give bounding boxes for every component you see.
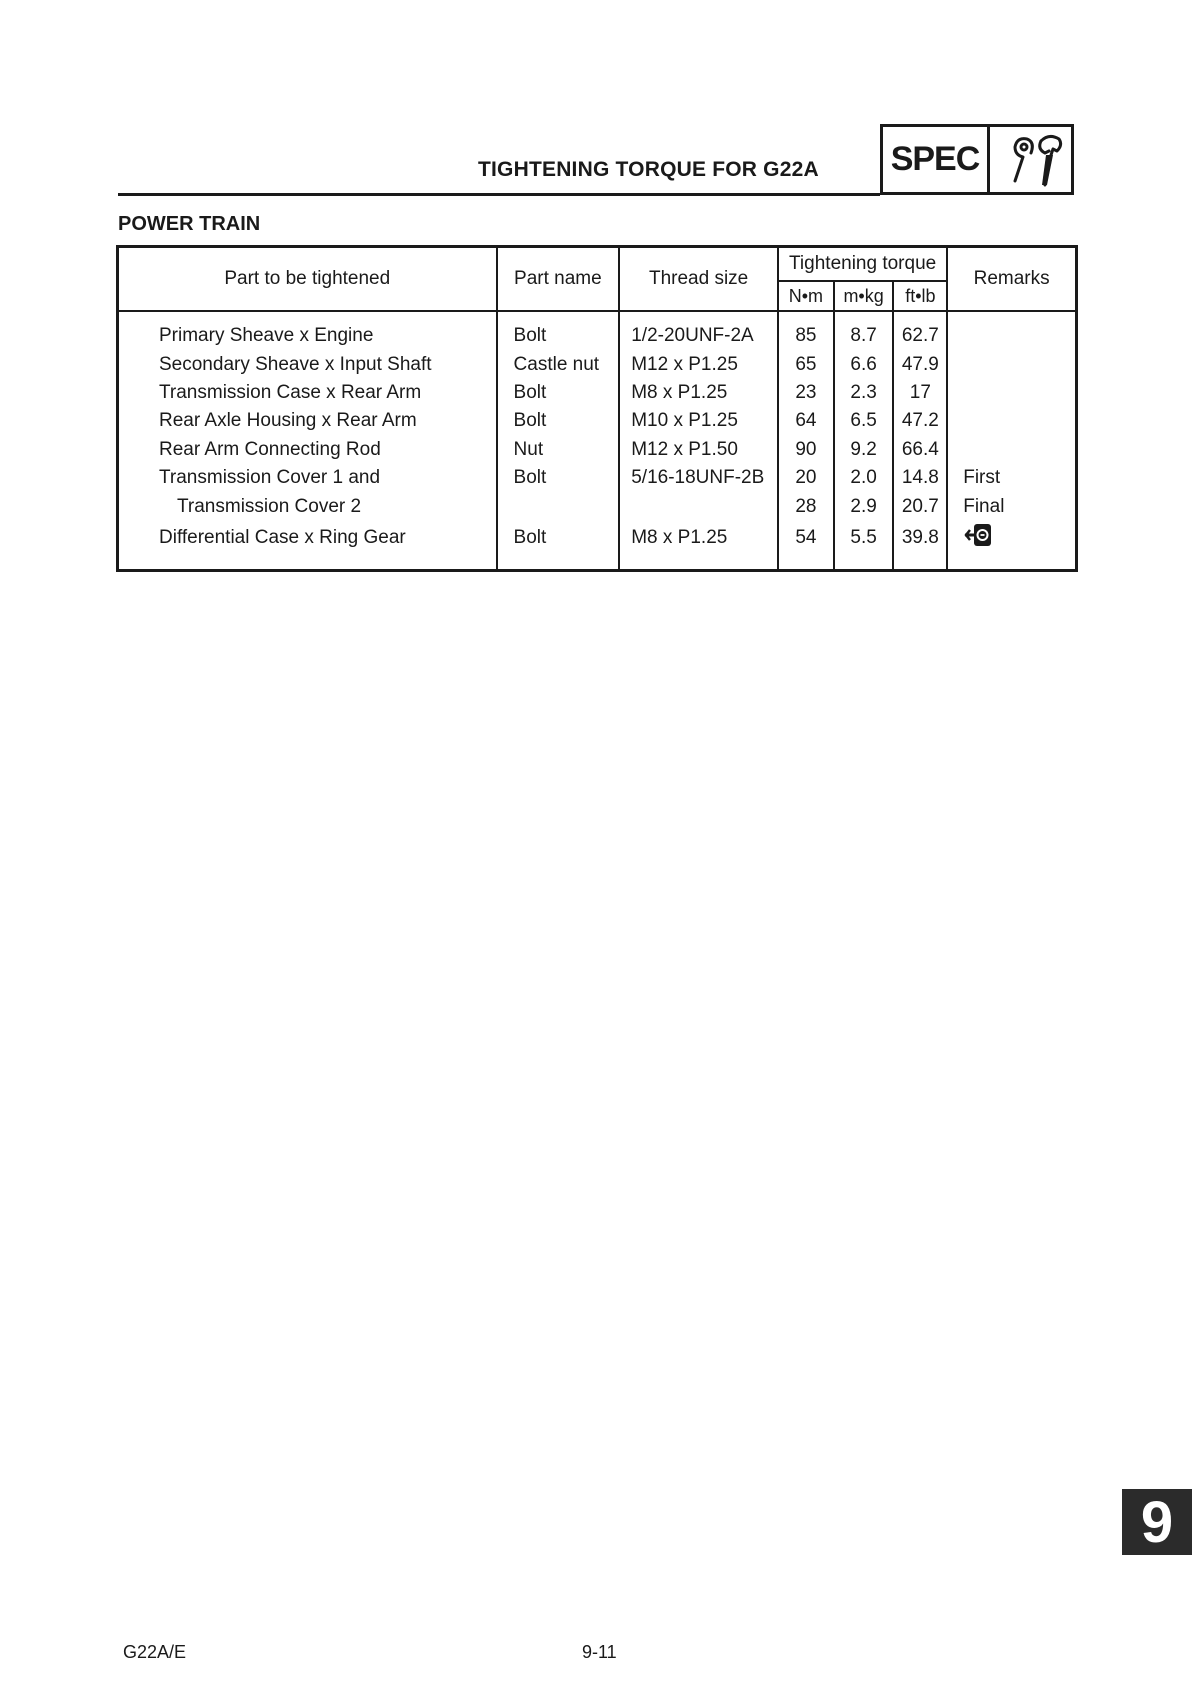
cell-ftlb: 62.7 (893, 311, 947, 350)
cell-thread-size: M8 x P1.25 (619, 521, 778, 571)
header-part: Part to be tightened (118, 247, 497, 312)
cell-part-name: Bolt (497, 521, 620, 571)
table-row (118, 492, 1077, 520)
cell-part: Primary Sheave x Engine (118, 311, 497, 350)
cell-ftlb: 20.7 (893, 492, 947, 520)
cell-thread-size (619, 492, 778, 520)
cell-nm: 64 (778, 407, 834, 435)
cell-part-name: Bolt (497, 311, 620, 350)
cell-mkg: 5.5 (834, 521, 894, 571)
table-row (118, 464, 1077, 492)
torque-wrench-caliper-icon (990, 127, 1071, 192)
cell-thread-size: M8 x P1.25 (619, 379, 778, 407)
cell-mkg: 2.0 (834, 464, 894, 492)
cell-nm: 85 (778, 311, 834, 350)
footer-page-number: 9-11 (582, 1642, 617, 1662)
cell-mkg: 6.6 (834, 350, 894, 378)
header-remarks: Remarks (947, 247, 1076, 312)
table-row (118, 436, 1077, 464)
cell-ftlb: 47.2 (893, 407, 947, 435)
cell-nm: 20 (778, 464, 834, 492)
cell-remarks (947, 407, 1076, 435)
spec-badge-label: SPEC (883, 127, 990, 192)
cell-part: Secondary Sheave x Input Shaft (118, 350, 497, 378)
cell-thread-size: 1/2-20UNF-2A (619, 311, 778, 350)
footer-model: G22A/E (123, 1642, 187, 1662)
cell-ftlb: 17 (893, 379, 947, 407)
cell-remarks (947, 379, 1076, 407)
cell-part-name (497, 492, 620, 520)
cell-part: Rear Arm Connecting Rod (118, 436, 497, 464)
spec-badge (880, 124, 1074, 195)
cell-mkg: 2.9 (834, 492, 894, 520)
cell-thread-size: M10 x P1.25 (619, 407, 778, 435)
cell-part: Differential Case x Ring Gear (118, 521, 497, 571)
cell-ftlb: 14.8 (893, 464, 947, 492)
cell-part: Transmission Cover 2 (118, 492, 497, 520)
cell-part-name: Bolt (497, 407, 620, 435)
cell-mkg: 8.7 (834, 311, 894, 350)
header-thread-size: Thread size (619, 247, 778, 312)
torque-table (116, 245, 1078, 572)
header-tightening-torque: Tightening torque (778, 247, 947, 282)
chapter-tab: 9 (1122, 1489, 1192, 1555)
cell-remarks (947, 311, 1076, 350)
cell-remarks: First (947, 464, 1076, 492)
cell-nm: 54 (778, 521, 834, 571)
table-row (118, 311, 1077, 350)
cell-ftlb: 47.9 (893, 350, 947, 378)
cell-thread-size: 5/16-18UNF-2B (619, 464, 778, 492)
cell-remarks: Final (947, 492, 1076, 520)
cell-part-name: Bolt (497, 379, 620, 407)
cell-remarks (947, 521, 1076, 571)
cell-nm: 90 (778, 436, 834, 464)
section-title: POWER TRAIN (118, 213, 261, 235)
header-nm: N•m (778, 281, 834, 311)
cell-part-name: Castle nut (497, 350, 620, 378)
cell-ftlb: 66.4 (893, 436, 947, 464)
cell-ftlb: 39.8 (893, 521, 947, 571)
table-row (118, 521, 1077, 571)
cell-part: Rear Axle Housing x Rear Arm (118, 407, 497, 435)
header-rule (118, 193, 880, 196)
cell-part-name: Nut (497, 436, 620, 464)
locking-agent-icon (963, 521, 993, 555)
cell-remarks (947, 350, 1076, 378)
cell-thread-size: M12 x P1.50 (619, 436, 778, 464)
cell-nm: 65 (778, 350, 834, 378)
cell-mkg: 6.5 (834, 407, 894, 435)
page-title: TIGHTENING TORQUE FOR G22A (478, 158, 819, 181)
cell-nm: 23 (778, 379, 834, 407)
cell-mkg: 9.2 (834, 436, 894, 464)
cell-part-name: Bolt (497, 464, 620, 492)
cell-nm: 28 (778, 492, 834, 520)
header-part-name: Part name (497, 247, 620, 312)
cell-part: Transmission Case x Rear Arm (118, 379, 497, 407)
header-mkg: m•kg (834, 281, 894, 311)
cell-mkg: 2.3 (834, 379, 894, 407)
cell-remarks (947, 436, 1076, 464)
cell-thread-size: M12 x P1.25 (619, 350, 778, 378)
cell-part: Transmission Cover 1 and (118, 464, 497, 492)
table-row (118, 379, 1077, 407)
table-row (118, 350, 1077, 378)
header-ftlb: ft•lb (893, 281, 947, 311)
table-row (118, 407, 1077, 435)
